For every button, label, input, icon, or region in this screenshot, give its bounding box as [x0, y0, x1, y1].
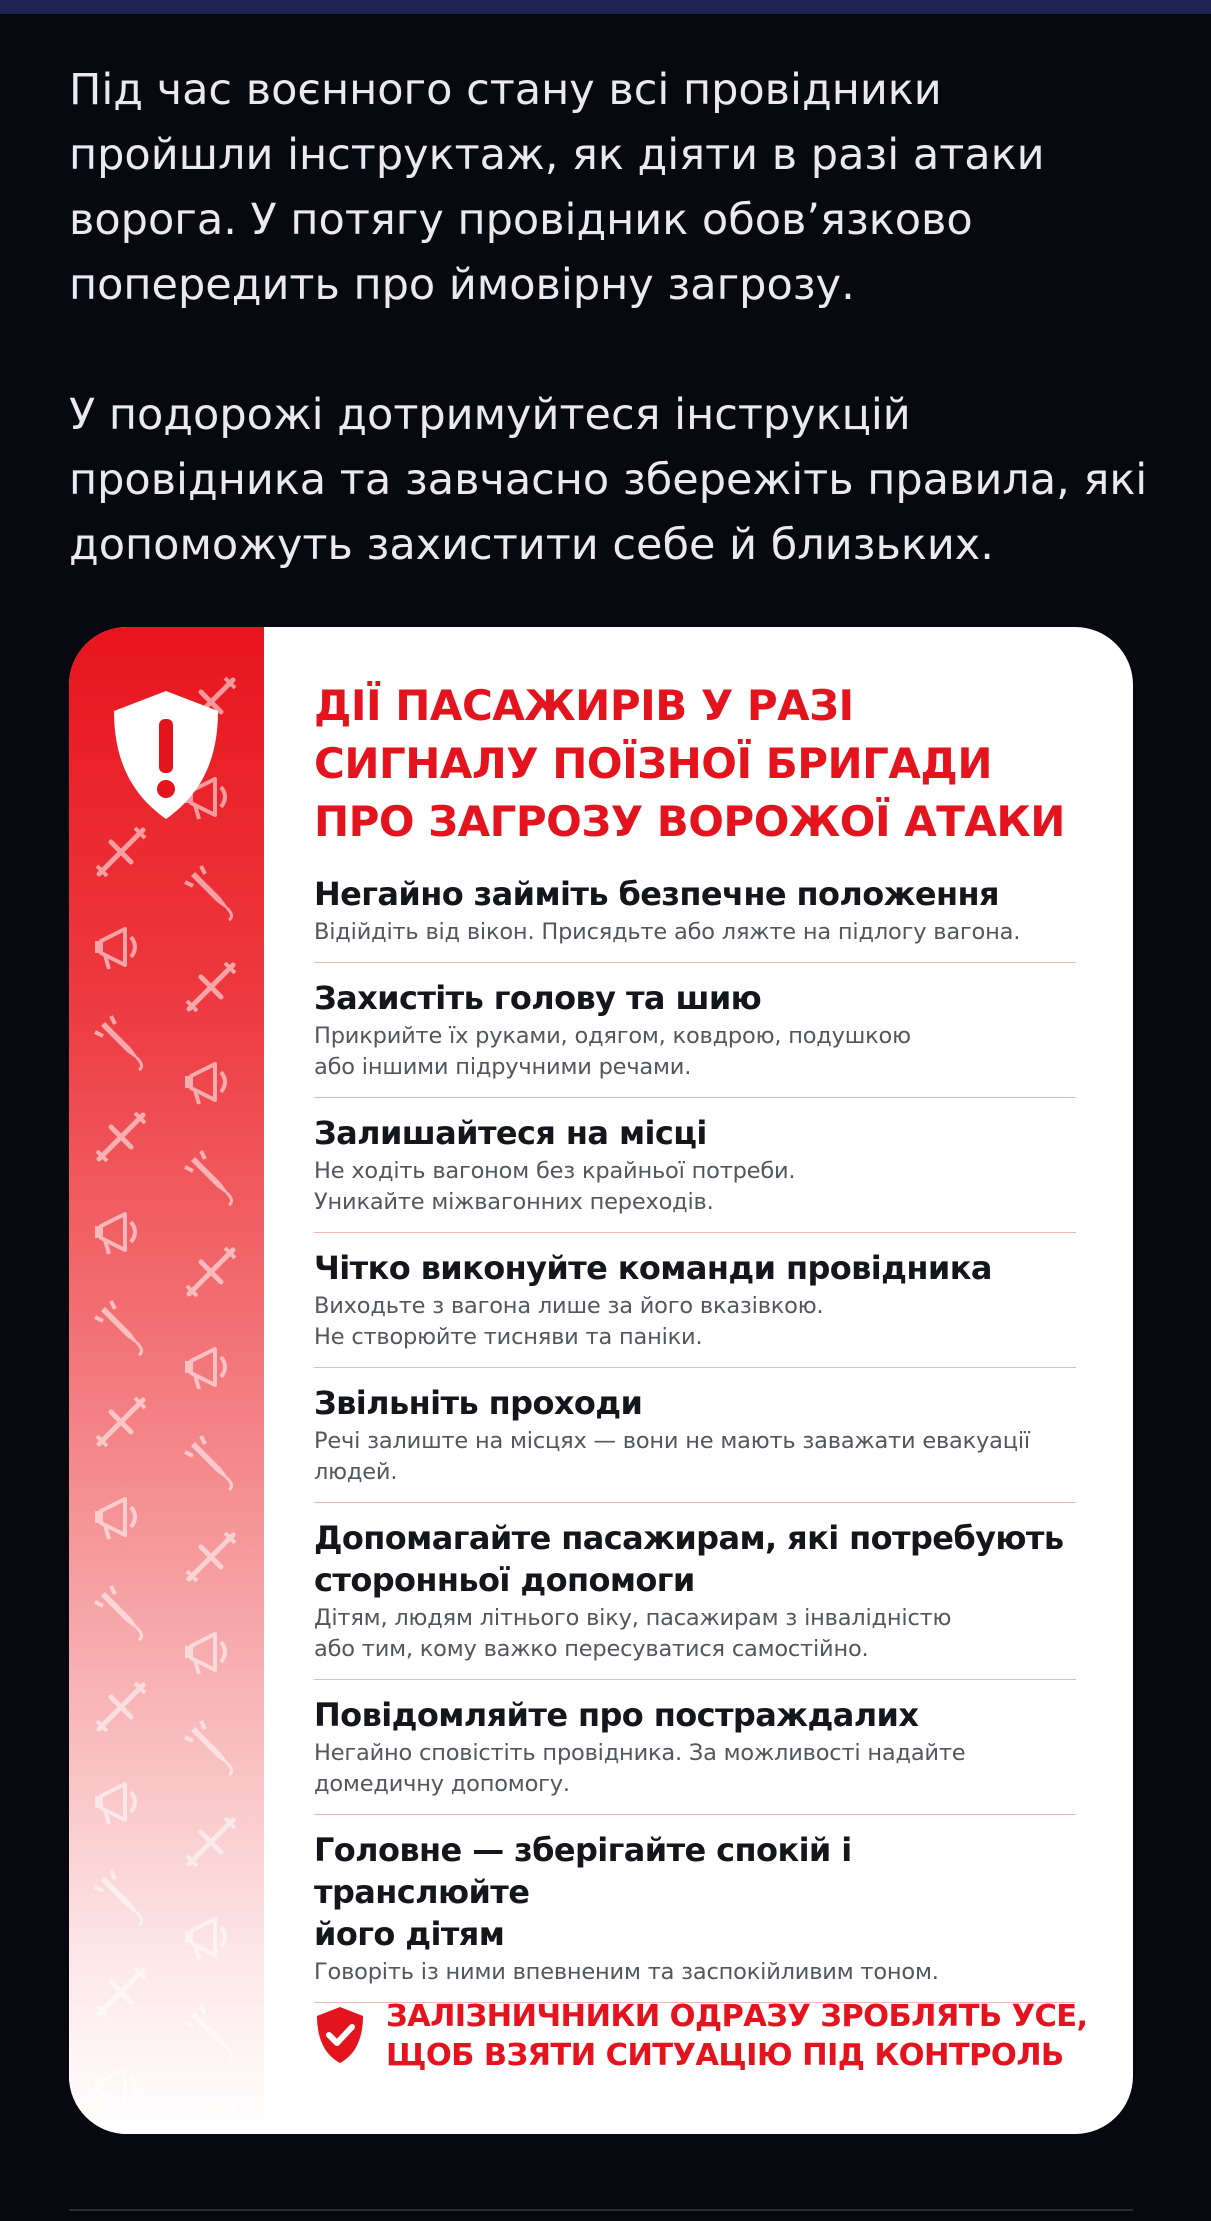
rule-item: [314, 1368, 1076, 1503]
megaphone-icon: [91, 2057, 151, 2117]
card-content: [314, 677, 1076, 2003]
drone-icon: [181, 2097, 241, 2134]
rule-description: Негайно сповістіть провідника. За можливості надайте домедичну допомогу.: [314, 1740, 966, 1797]
footer-note: [314, 1997, 1094, 2087]
rule-heading: Захистіть голову та шию: [314, 979, 762, 1017]
missile-icon: [91, 1582, 151, 1642]
rule-item: [314, 963, 1076, 1098]
drone-icon: [181, 957, 241, 1017]
rule-heading: Негайно займіть безпечне положення: [314, 875, 999, 913]
rule-heading: Допомагайте пасажирам, які потребують сторонньої допомоги: [314, 1519, 1064, 1599]
side-pattern-strip: [69, 627, 264, 2134]
drone-icon: [91, 1107, 151, 1167]
rule-heading: Звільніть проходи: [314, 1384, 643, 1422]
rule-item: [314, 1503, 1076, 1680]
card-title-line: ДІЇ ПАСАЖИРІВ У РАЗІ: [314, 681, 854, 730]
intro-text: [69, 58, 1149, 578]
footer-text: [386, 1997, 1088, 2075]
rule-description: Виходьте з вагона лише за його вказівкою. Не створюйте тисняви та паніки.: [314, 1293, 824, 1350]
shield-check-icon: [314, 2005, 366, 2065]
megaphone-icon: [181, 1337, 241, 1397]
top-accent-bar: [0, 0, 1211, 14]
drone-icon: [181, 1242, 241, 1302]
footer-line: ЗАЛІЗНИЧНИКИ ОДРАЗУ ЗРОБЛЯТЬ УСЕ,: [386, 1999, 1088, 2034]
card-title-line: СИГНАЛУ ПОЇЗНОЇ БРИГАДИ: [314, 739, 992, 788]
drone-icon: [181, 1812, 241, 1872]
drone-icon: [91, 1962, 151, 2022]
missile-icon: [181, 1717, 241, 1777]
missile-icon: [91, 1012, 151, 1072]
rule-description: Говоріть із ними впевненим та заспокійливим тоном.: [314, 1959, 939, 1985]
rule-description: Речі залиште на місцях — вони не мають заважати евакуації людей.: [314, 1428, 1030, 1485]
megaphone-icon: [181, 1622, 241, 1682]
missile-icon: [181, 1147, 241, 1207]
rule-item: [314, 1815, 1076, 2003]
megaphone-icon: [91, 1487, 151, 1547]
intro-paragraph-2: У подорожі дотримуйтеся інструкцій провідника та завчасно збережіть правила, які допоможуть захистити себе й близьких.: [69, 390, 1148, 570]
bottom-divider: [69, 2209, 1133, 2211]
rule-heading: Чітко виконуйте команди провідника: [314, 1249, 992, 1287]
intro-paragraph-1: Під час воєнного стану всі провідники пройшли інструктаж, як діяти в разі атаки ворога. У потягу провідник обовʼязково попередить про ймовірну загрозу.: [69, 65, 1045, 310]
rule-description: Дітям, людям літнього віку, пасажирам з інвалідністю або тим, кому важко пересуватися самостійно.: [314, 1605, 952, 1662]
shield-exclamation-icon: [108, 687, 224, 823]
safety-instructions-card: [69, 627, 1133, 2134]
rules-list: [314, 871, 1076, 2003]
footer-line: ЩОБ ВЗЯТИ СИТУАЦІЮ ПІД КОНТРОЛЬ: [386, 2038, 1064, 2073]
rule-item: [314, 1098, 1076, 1233]
megaphone-icon: [91, 1202, 151, 1262]
missile-icon: [91, 1867, 151, 1927]
missile-icon: [181, 862, 241, 922]
megaphone-icon: [181, 1907, 241, 1967]
drone-icon: [91, 822, 151, 882]
card-title-line: ПРО ЗАГРОЗУ ВОРОЖОЇ АТАКИ: [314, 797, 1065, 846]
drone-icon: [181, 1527, 241, 1587]
rule-item: [314, 1233, 1076, 1368]
missile-icon: [181, 2002, 241, 2062]
megaphone-icon: [181, 1052, 241, 1112]
card-title: [314, 677, 1076, 851]
megaphone-icon: [91, 917, 151, 977]
drone-icon: [91, 1392, 151, 1452]
rule-heading: Головне — зберігайте спокій і транслюйте його дітям: [314, 1831, 852, 1953]
rule-item: [314, 1680, 1076, 1815]
rule-description: Не ходіть вагоном без крайньої потреби. Уникайте міжвагонних переходів.: [314, 1158, 796, 1215]
rule-description: Прикрийте їх руками, одягом, ковдрою, подушкою або іншими підручними речами.: [314, 1023, 911, 1080]
missile-icon: [91, 1297, 151, 1357]
rule-heading: Повідомляйте про постраждалих: [314, 1696, 919, 1734]
drone-icon: [91, 1677, 151, 1737]
rule-item: [314, 871, 1076, 963]
rule-description: Відійдіть від вікон. Присядьте або ляжте на підлогу вагона.: [314, 919, 1021, 945]
megaphone-icon: [91, 1772, 151, 1832]
rule-heading: Залишайтеся на місці: [314, 1114, 707, 1152]
missile-icon: [181, 1432, 241, 1492]
